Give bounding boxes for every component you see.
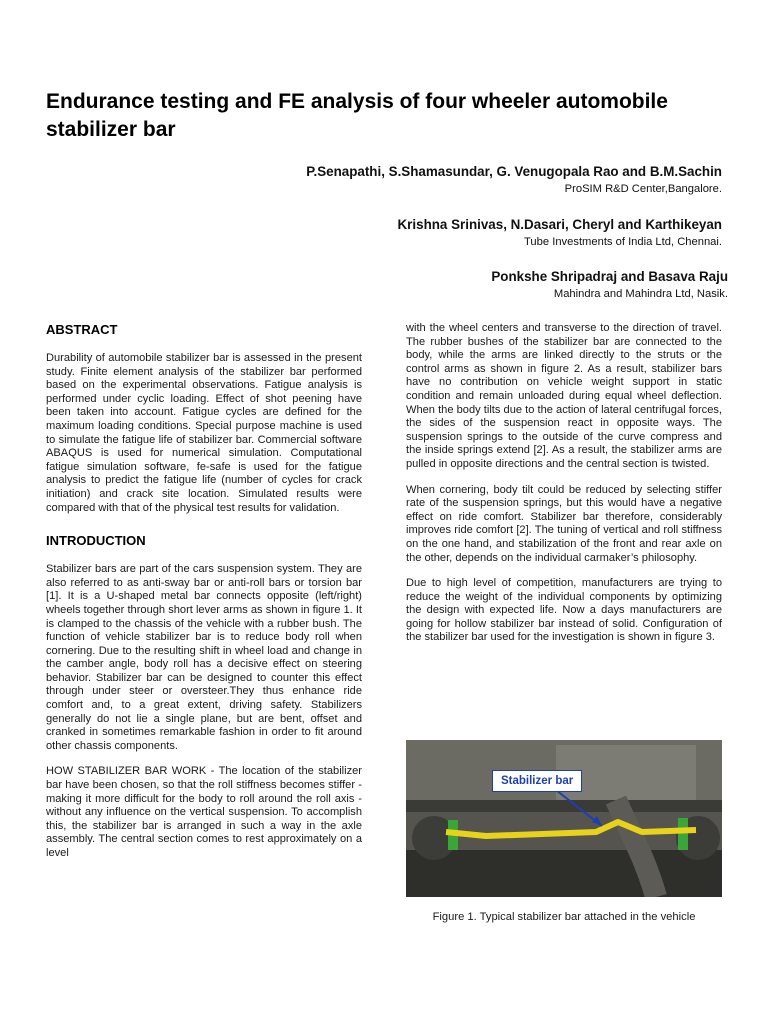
affiliation-group-2 — [398, 216, 722, 250]
affiliation-group-1 — [306, 163, 722, 197]
introduction-heading: INTRODUCTION — [46, 533, 146, 549]
body-paragraph-2: When cornering, body tilt could be reduced by selecting stiffer rate of the suspension springs, but this would have a negative effect on ride comfort. Stabilizer bar therefore, considerably improves ride comfort [2]. The tuning of vertical and roll stiffness on the one hand, and stabilization of the front and rear axle on the other, depends on the individual carmaker’s philosophy. — [406, 483, 722, 564]
paper-title: Endurance testing and FE analysis of four wheeler automobile stabilizer bar — [46, 90, 668, 141]
author-list: P.Senapathi, S.Shamasundar, G. Venugopala Rao and B.M.Sachin — [306, 164, 722, 179]
lower-shadow — [406, 850, 722, 897]
body-paragraph-1: with the wheel centers and transverse to the direction of travel. The rubber bushes of the stabilizer bar are connected to the body, while the arms are linked directly to the struts or the control arms as shown in figure 2. As a result, stabilizer bars have no contribution on vehicle weight support in static condition and remain unloaded during equal wheel deflection. When the body tilts due to the action of lateral centrifugal forces, the sides of the suspension react in opposite ways. The suspension springs to the outside of the curve compress and the inside springs extend [2]. As a result, the stabilizer arms are pulled in opposite directions and the central section is twisted. — [406, 322, 722, 470]
abstract-text: Durability of automobile stabilizer bar is assessed in the present study. Finite element analysis of the stabilizer bar performed based on the experimental observations. Fatigue analysis is performed under cyclic loading. Effect of shot peening have been taken into account. Fatigue cycles are defined for the maximum loading conditions. Special purpose machine is used to simulate the fatigue life of stabilizer bar. Commercial software ABAQUS is used for numerical simulation. Computational fatigue simulation software, fe-safe is used for the fatigue analysis to predict the fatigue life (number of cycles for crack initiation) and crack site location. Simulated results were compared with that of the physical test results for validation. — [46, 352, 362, 514]
stabilizer-bar-callout: Stabilizer bar — [492, 770, 582, 792]
institution: ProSIM R&D Center,Bangalore. — [564, 183, 722, 195]
abstract-heading: ABSTRACT — [46, 322, 118, 337]
left-column — [46, 322, 362, 861]
introduction-paragraph-2: HOW STABILIZER BAR WORK - The location of the stabilizer bar have been chosen, so that the roll stiffness becomes stiffer - making it more difficult for the body to roll around the roll axis - without any influence on the vertical suspension. To accomplish this, the stabilizer bar is arranged in such a way in the axle assembly. The central section comes to rest approximately on a level — [46, 765, 362, 859]
right-column — [406, 322, 722, 645]
figure-1-photo — [406, 740, 722, 897]
affiliation-group-3 — [491, 268, 728, 302]
subframe-shadow — [406, 800, 722, 812]
vehicle-underbody-illustration — [406, 740, 722, 897]
figure-1-caption: Figure 1. Typical stabilizer bar attached in the vehicle — [432, 911, 696, 923]
institution: Mahindra and Mahindra Ltd, Nasik. — [553, 288, 728, 300]
body-paragraph-3: Due to high level of competition, manufacturers are trying to reduce the weight of the individual components by optimizing the design with expected life. Now a days manufacturers are going for hollow stabilizer bar instead of solid. Configuration of the stabilizer bar used for the investigation is shown in figure 3. — [406, 577, 722, 644]
author-list: Ponkshe Shripadraj and Basava Raju — [491, 269, 728, 284]
institution: Tube Investments of India Ltd, Chennai. — [524, 236, 722, 248]
author-list: Krishna Srinivas, N.Dasari, Cheryl and Karthikeyan — [397, 217, 722, 232]
right-coil-spring — [678, 818, 688, 850]
introduction-paragraph-1: Stabilizer bars are part of the cars suspension system. They are also referred to as anti-sway bar or anti-roll bars or torsion bar [1]. It is a U-shaped metal bar connects opposite (left/right) wheels together through short lever arms as shown in figure 1. It is clamped to the chassis of the vehicle with a rubber bush. The function of vehicle stabilizer bar is to reduce body roll when cornering. Due to the resulting shift in wheel load and change in the camber angle, body roll has a decisive effect on steering behavior. Stabilizer bar can be designed to counter this effect through under steer or oversteer.They thus enhance ride comfort and, to a great extent, driving safety. Stabilizers generally do not lie a single plane, but are bent, offset and cranked in sometimes remarkable fashion in order to fit around other chassis components. — [46, 563, 362, 752]
